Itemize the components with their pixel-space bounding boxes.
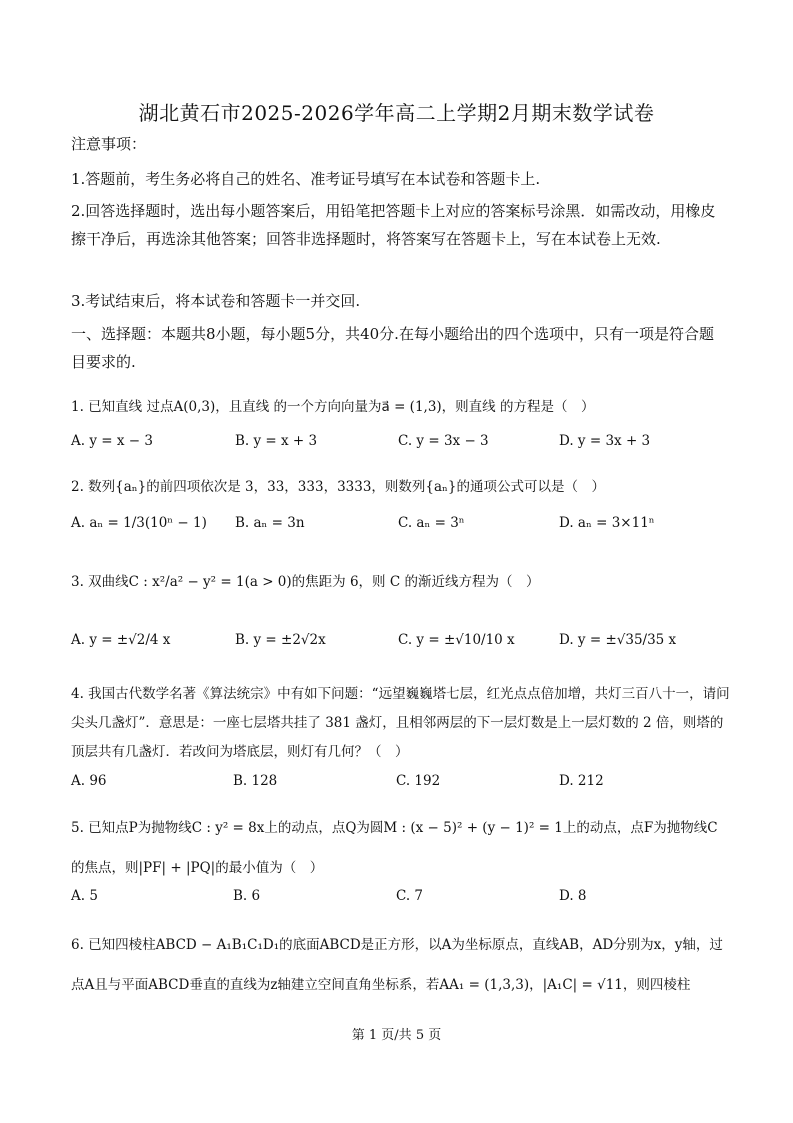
q2-option-d: D. aₙ = 3×11ⁿ [559, 515, 655, 531]
q3-option-c: C. y = ±√10/10 x [398, 632, 515, 648]
q2-option-a: A. aₙ = 1/3(10ⁿ − 1) [71, 515, 207, 531]
q1-option-b: B. y = x + 3 [235, 433, 318, 449]
question-4-options [71, 773, 731, 803]
q3-option-d: D. y = ±√35/35 x [559, 632, 677, 648]
q5-option-c: C. 7 [396, 888, 424, 904]
q5-option-b: B. 6 [233, 888, 261, 904]
q4-option-b: B. 128 [233, 773, 278, 789]
question-3-options [71, 632, 731, 662]
question-5-options [71, 888, 731, 918]
question-4-text: 4. 我国古代数学名著《算法统宗》中有如下问题：“远望巍巍塔七层，红光点点倍加增，共灯三百八十一，请问尖头几盏灯”．意思是：一座七层塔共挂了 381 盏灯，且相邻两层的下一层灯数是上一层灯数的 2 倍，则塔的顶层共有几盏灯．若改问为塔底层，则灯有几何？（ ） [71, 686, 730, 760]
q5-option-d: D. 8 [559, 888, 587, 904]
notice-heading: 注意事项： [71, 135, 147, 153]
q4-option-c: C. 192 [396, 773, 441, 789]
q4-option-d: D. 212 [559, 773, 604, 789]
notice-1: 1.答题前，考生务必将自己的姓名、准考证号填写在本试卷和答题卡上. [71, 170, 541, 188]
page-title: 湖北黄石市2025-2026学年高二上学期2月期末数学试卷 [138, 101, 655, 125]
q2-option-b: B. aₙ = 3n [235, 515, 305, 531]
q1-option-d: D. y = 3x + 3 [559, 433, 651, 449]
question-2-text: 2. 数列{aₙ}的前四项依次是 3，33，333，3333，则数列{aₙ}的通项公式可以是（ ） [71, 479, 605, 495]
notice-3: 3.考试结束后，将本试卷和答题卡一并交回. [71, 292, 361, 310]
q1-option-a: A. y = x − 3 [71, 433, 153, 449]
q5-option-a: A. 5 [71, 888, 98, 904]
q2-option-c: C. aₙ = 3ⁿ [398, 515, 465, 531]
q3-option-a: A. y = ±√2/4 x [71, 632, 171, 648]
page-footer: 第 1 页/共 5 页 [351, 1028, 442, 1043]
q3-option-b: B. y = ±2√2x [235, 632, 326, 648]
question-1-text: 1. 已知直线 过点A(0,3)，且直线 的一个方向向量为a⃗ = (1,3)，则直线 的方程是（ ） [71, 399, 595, 415]
question-6-text: 6. 已知四棱柱ABCD − A₁B₁C₁D₁的底面ABCD是正方形，以A为坐标原点，直线AB，AD分别为x，y轴，过点A且与平面ABCD垂直的直线为z轴建立空间直角坐标系，若AA₁ = (1,3,3)，|A₁C| = √11，则四棱柱 [71, 937, 723, 993]
question-2-options [71, 515, 731, 545]
notice-2: 2.回答选择题时，选出每小题答案后，用铅笔把答题卡上对应的答案标号涂黑．如需改动，用橡皮擦干净后，再选涂其他答案；回答非选择题时，将答案写在答题卡上，写在本试卷上无效. [71, 202, 716, 248]
q1-option-c: C. y = 3x − 3 [398, 433, 489, 449]
section-heading: 一、选择题：本题共8小题，每小题5分，共40分.在每小题给出的四个选项中，只有一项是符合题目要求的. [71, 325, 714, 371]
question-3-text: 3. 双曲线C : x²/a² − y² = 1(a > 0)的焦距为 6，则 C 的渐近线方程为（ ） [71, 574, 540, 590]
question-5-text: 5. 已知点P为抛物线C : y² = 8x上的动点，点Q为圆M : (x − 5)² + (y − 1)² = 1上的动点，点F为抛物线C 的焦点，则|PF| + |PQ|的最小值为（ ） [71, 820, 718, 876]
question-1-options [71, 433, 731, 463]
q4-option-a: A. 96 [71, 773, 107, 789]
